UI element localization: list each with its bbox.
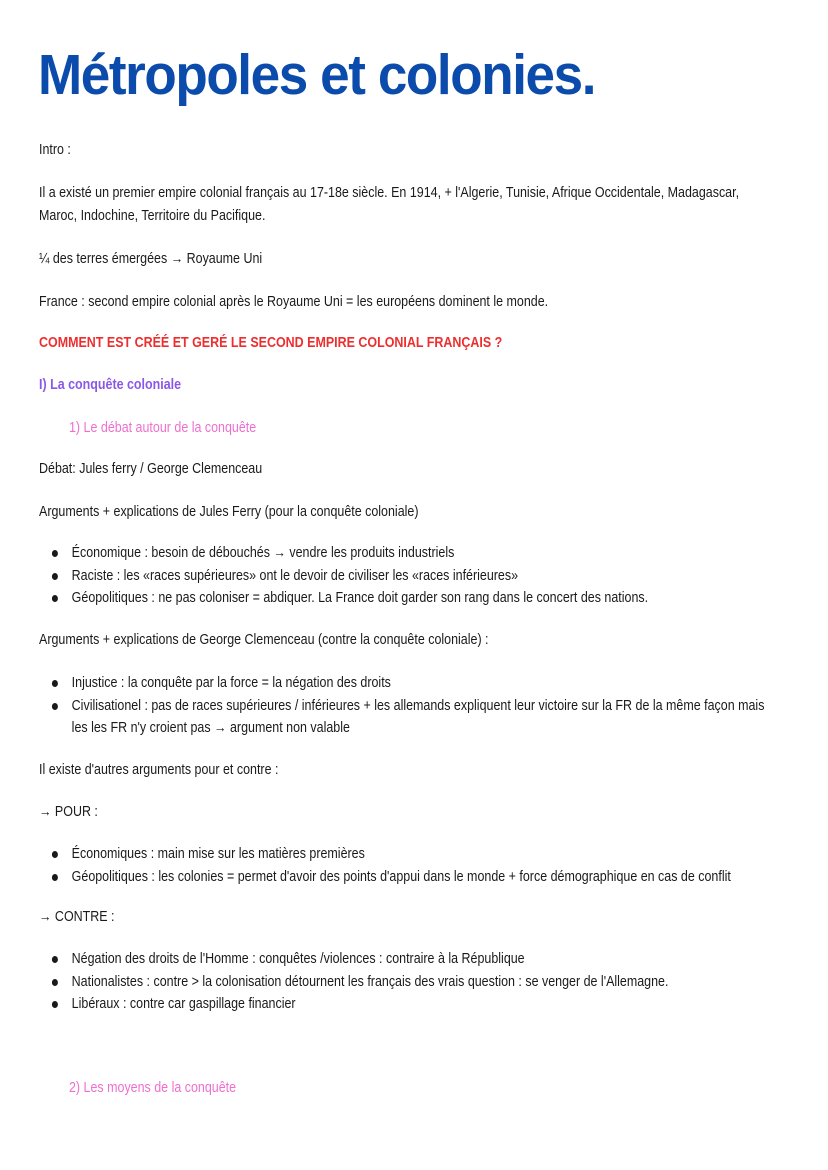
list-item-text: Raciste : les «races supérieures» ont le devoir de civiliser les «races inférieures» (71, 567, 519, 584)
list-item (39, 672, 779, 695)
list-item-text: Géopolitiques : les colonies = permet d'avoir des points d'appui dans le monde + force démographique en cas de conflit (71, 868, 731, 885)
clemenceau-args-list (39, 672, 779, 740)
subsection-heading-means: 2) Les moyens de la conquête (69, 1080, 237, 1096)
problem-question: COMMENT EST CRÉÉ ET GERÉ LE SECOND EMPIRE COLONIAL FRANÇAIS ? (39, 335, 503, 351)
list-item (39, 971, 779, 994)
contre-args-list (39, 948, 779, 1016)
list-item-text: Nationalistes : contre > la colonisation détournent les français des vrais question : se venger de l'Allemagne. (71, 973, 669, 990)
list-item-text: Négation des droits de l'Homme : conquêtes /violences : contraire à la République (71, 951, 525, 967)
bullet-icon (52, 550, 58, 557)
list-item-text: Économique : besoin de débouchés → vendre les produits industriels (71, 545, 455, 561)
subsection-heading-debate: 1) Le débat autour de la conquête (69, 420, 257, 436)
intro-label: Intro : (39, 142, 71, 158)
debate-line: Débat: Jules ferry / George Clemenceau (39, 461, 263, 477)
list-item-text-continuation: les les FR n'y croient pas → argument non valable (71, 720, 350, 736)
pour-args-list (39, 843, 779, 888)
list-item-text: Géopolitiques : ne pas coloniser = abdiquer. La France doit garder son rang dans le concert des nations. (71, 590, 649, 606)
bullet-icon (52, 573, 58, 580)
section-heading-conquest: I) La conquête coloniale (39, 377, 182, 393)
list-item (39, 587, 779, 610)
list-item-text: Civilisationel : pas de races supérieures / inférieures + les allemands expliquent leur victoire sur la FR de la même façon mais (71, 697, 765, 714)
bullet-icon (52, 680, 58, 687)
bullet-icon (52, 1001, 58, 1008)
intro-paragraph-line1: Il a existé un premier empire colonial français au 17-18e siècle. En 1914, + l'Algerie, Tunisie, Afrique Occidentale, Madagascar, (39, 185, 740, 201)
page-title: Métropoles et colonies. (38, 43, 596, 107)
list-item (39, 695, 779, 740)
list-item (39, 843, 779, 866)
ferry-args-list (39, 542, 779, 610)
bullet-icon (52, 956, 58, 963)
list-item (39, 948, 779, 971)
ferry-args-intro: Arguments + explications de Jules Ferry (pour la conquête coloniale) (39, 504, 419, 520)
bullet-icon (52, 979, 58, 986)
bullet-icon (52, 874, 58, 881)
list-item (39, 866, 779, 889)
list-item-text: Libéraux : contre car gaspillage financier (71, 996, 296, 1012)
bullet-icon (52, 703, 58, 710)
intro-paragraph-line2: Maroc, Indochine, Territoire du Pacifique. (39, 208, 266, 224)
list-item (39, 542, 779, 565)
list-item (39, 993, 779, 1016)
clemenceau-args-intro: Arguments + explications de George Clemenceau (contre la conquête coloniale) : (39, 632, 489, 648)
quarter-lands-line: ¼ des terres émergées → Royaume Uni (39, 251, 263, 267)
pour-label: → POUR : (39, 804, 98, 820)
bullet-icon (52, 595, 58, 602)
other-args-intro: Il existe d'autres arguments pour et contre : (39, 762, 279, 778)
list-item-text: Économiques : main mise sur les matières premières (71, 846, 365, 862)
france-empire-line: France : second empire colonial après le Royaume Uni = les européens dominent le monde. (39, 294, 549, 310)
list-item-text: Injustice : la conquête par la force = la négation des droits (71, 675, 391, 691)
contre-label: → CONTRE : (39, 909, 115, 925)
list-item (39, 565, 779, 588)
bullet-icon (52, 851, 58, 858)
